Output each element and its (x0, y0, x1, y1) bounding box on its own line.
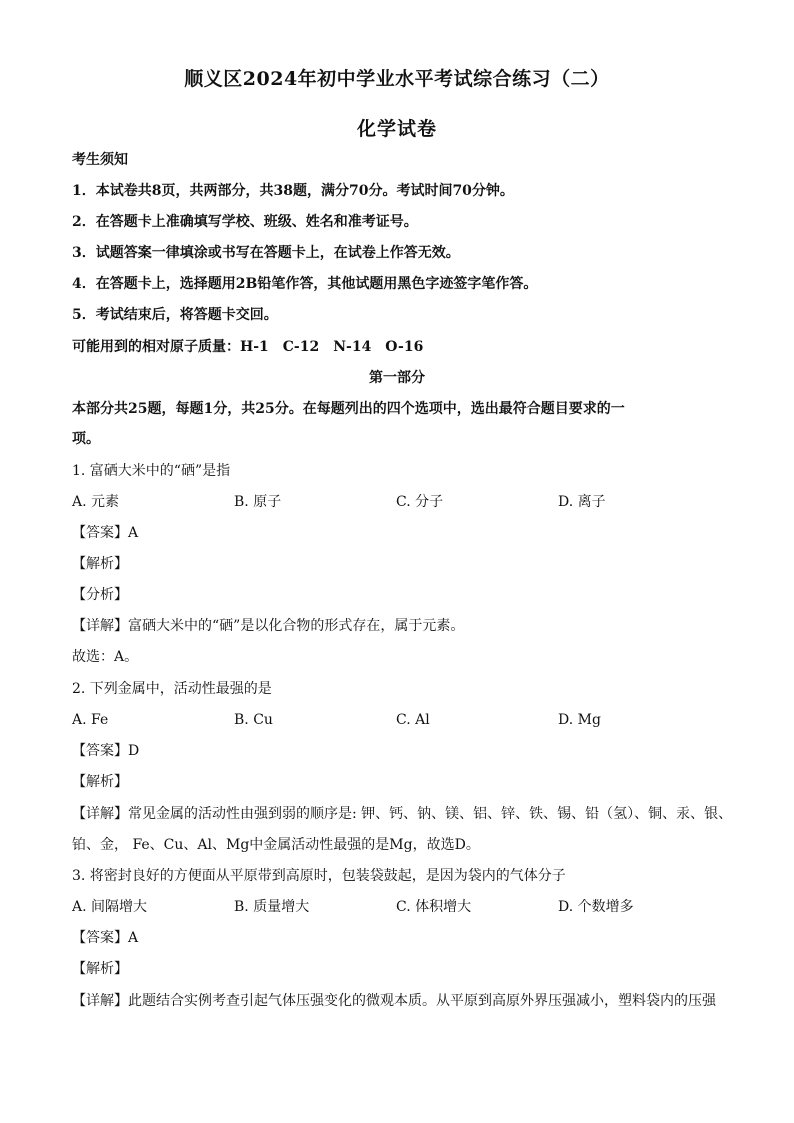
notice-item-3: 3．试题答案一律填涂或书写在答题卡上，在试卷上作答无效。 (72, 245, 460, 261)
q3-answer: 【答案】A (72, 930, 139, 946)
q3-option-d: D. 个数增多 (558, 899, 634, 915)
notice-item-1: 1．本试卷共8页，共两部分，共38题，满分70分。考试时间70分钟。 (72, 183, 514, 199)
q1-option-d: D. 离子 (558, 494, 606, 510)
exam-subject: 化学试卷 (356, 118, 437, 140)
question-2-stem: 2. 下列金属中，活动性最强的是 (72, 681, 272, 697)
q2-option-b: B. Cu (234, 712, 273, 728)
notice-item-5: 5．考试结束后，将答题卡交回。 (72, 307, 278, 323)
part-heading: 第一部分 (369, 370, 425, 386)
q1-answer: 【答案】A (72, 525, 139, 541)
q2-detail-line-2: 铂、金， Fe、Cu、Al、Mg中金属活动性最强的是Mg，故选D。 (72, 837, 480, 853)
q1-detail: 【详解】富硒大米中的“硒”是以化合物的形式存在，属于元素。 (72, 618, 465, 634)
q1-choose: 故选：A。 (72, 649, 139, 665)
question-3-stem: 3. 将密封良好的方便面从平原带到高原时，包装袋鼓起，是因为袋内的气体分子 (72, 868, 566, 884)
q1-fenxi-label: 【分析】 (72, 587, 128, 603)
q3-option-c: C. 体积增大 (396, 899, 472, 915)
part-intro-line-1: 本部分共25题，每题1分，共25分。在每题列出的四个选项中，选出最符合题目要求的一 (72, 401, 625, 417)
q2-option-a: A. Fe (72, 712, 109, 728)
notice-item-2: 2．在答题卡上准确填写学校、班级、姓名和准考证号。 (72, 214, 418, 230)
q2-option-c: C. Al (396, 712, 430, 728)
q1-analysis-label: 【解析】 (72, 556, 128, 572)
q2-answer: 【答案】D (72, 743, 140, 759)
question-1-stem: 1. 富硒大米中的“硒”是指 (72, 463, 231, 479)
q3-analysis-label: 【解析】 (72, 961, 128, 977)
q1-option-c: C. 分子 (396, 494, 444, 510)
q1-option-a: A. 元素 (72, 494, 120, 510)
part-intro-line-2: 项。 (72, 431, 100, 447)
q2-analysis-label: 【解析】 (72, 774, 128, 790)
q2-option-d: D. Mg (558, 712, 601, 728)
q3-option-a: A. 间隔增大 (72, 899, 148, 915)
q2-detail-line-1: 【详解】常见金属的活动性由强到弱的顺序是: 钾、钙、钠、镁、铝、锌、铁、锡、铅（氢）、铜、汞、银、 (72, 806, 733, 822)
atomic-mass-line: 可能用到的相对原子质量：H-1 C-12 N-14 O-16 (72, 339, 424, 355)
q3-detail-line-1: 【详解】此题结合实例考查引起气体压强变化的微观本质。从平原到高原外界压强减小，塑料袋内的压强 (72, 993, 716, 1009)
notice-item-4: 4．在答题卡上，选择题用2B铅笔作答，其他试题用黑色字迹签字笔作答。 (72, 276, 538, 292)
q3-option-b: B. 质量增大 (234, 899, 310, 915)
q1-option-b: B. 原子 (234, 494, 282, 510)
notice-heading: 考生须知 (72, 152, 128, 168)
exam-title: 顺义区2024年初中学业水平考试综合练习（二） (184, 68, 610, 90)
